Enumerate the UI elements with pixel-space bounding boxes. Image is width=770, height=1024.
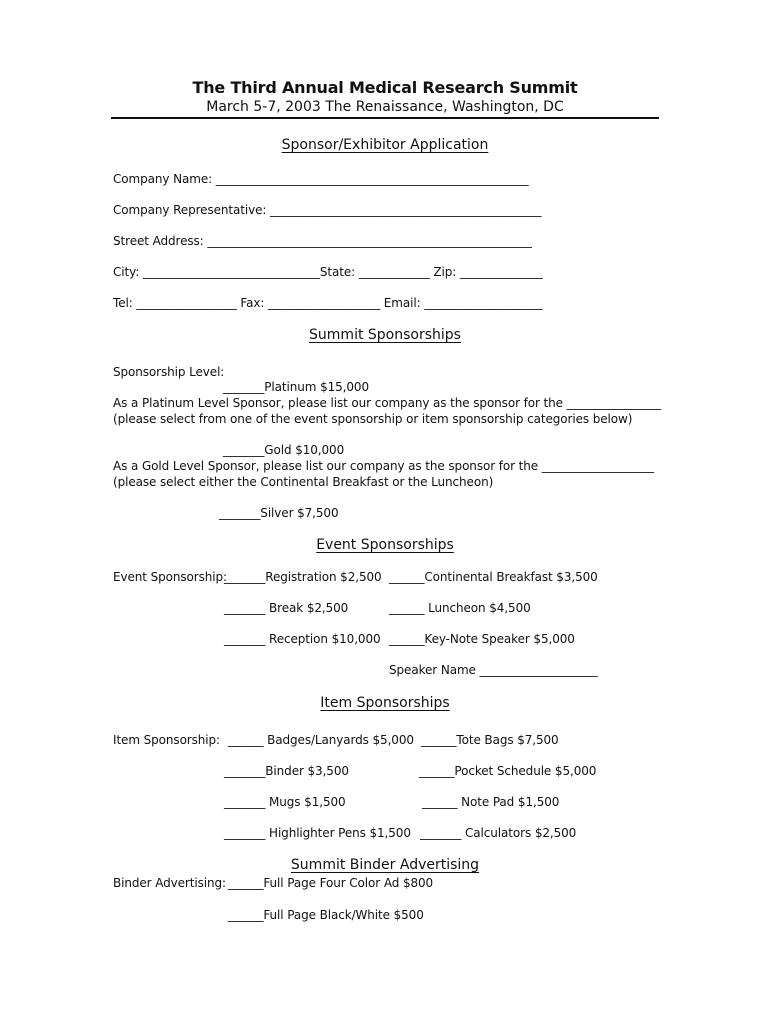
- gold-description[interactable]: As a Gold Level Sponsor, please list our company as the sponsor for the ___________________: [113, 459, 654, 473]
- break-option[interactable]: _______ Break $2,500: [224, 601, 349, 615]
- application-heading: Sponsor/Exhibitor Application: [281, 137, 489, 153]
- keynote-speaker-option[interactable]: ______Key-Note Speaker $5,000: [389, 632, 575, 646]
- gold-option[interactable]: _______Gold $10,000: [223, 443, 345, 457]
- tel-fax-email-fields[interactable]: Tel: _________________ Fax: ___________________ Email: ____________________: [113, 296, 543, 310]
- platinum-description[interactable]: As a Platinum Level Sponsor, please list our company as the sponsor for the ________________: [113, 396, 662, 410]
- highlighter-pens-option[interactable]: _______ Highlighter Pens $1,500: [224, 826, 411, 840]
- full-page-color-option[interactable]: ______Full Page Four Color Ad $800: [228, 876, 434, 890]
- pocket-schedule-option[interactable]: ______Pocket Schedule $5,000: [419, 764, 597, 778]
- calculators-option[interactable]: _______ Calculators $2,500: [420, 826, 577, 840]
- binder-advertising-heading: Summit Binder Advertising: [290, 857, 480, 873]
- street-address-field[interactable]: Street Address: _______________________________________________________: [113, 234, 532, 248]
- city-state-zip-fields[interactable]: City: ______________________________State: ____________ Zip: ______________: [113, 265, 543, 279]
- reception-option[interactable]: _______ Reception $10,000: [224, 632, 381, 646]
- item-sponsorships-heading: Item Sponsorships: [320, 695, 450, 711]
- platinum-option[interactable]: _______Platinum $15,000: [223, 380, 370, 394]
- badges-lanyards-option[interactable]: ______ Badges/Lanyards $5,000: [228, 733, 414, 747]
- header-divider: [111, 117, 659, 119]
- full-page-bw-option[interactable]: ______Full Page Black/White $500: [228, 908, 424, 922]
- summit-sponsorships-heading: Summit Sponsorships: [309, 327, 461, 343]
- luncheon-option[interactable]: ______ Luncheon $4,500: [389, 601, 531, 615]
- continental-breakfast-option[interactable]: ______Continental Breakfast $3,500: [389, 570, 598, 584]
- sponsorship-level-label: Sponsorship Level:: [113, 365, 225, 379]
- company-representative-field[interactable]: Company Representative: ______________________________________________: [113, 203, 542, 217]
- company-name-field[interactable]: Company Name: _____________________________________________________: [113, 172, 529, 186]
- event-sponsorship-label: Event Sponsorship:: [113, 570, 227, 584]
- binder-option[interactable]: _______Binder $3,500: [224, 764, 349, 778]
- tote-bags-option[interactable]: ______Tote Bags $7,500: [421, 733, 559, 747]
- event-sponsorships-heading: Event Sponsorships: [316, 537, 454, 553]
- item-sponsorship-label: Item Sponsorship:: [113, 733, 220, 747]
- page-title: The Third Annual Medical Research Summit: [192, 78, 578, 97]
- note-pad-option[interactable]: ______ Note Pad $1,500: [422, 795, 560, 809]
- platinum-note: (please select from one of the event sponsorship or item sponsorship categories below): [113, 412, 633, 426]
- mugs-option[interactable]: _______ Mugs $1,500: [224, 795, 346, 809]
- binder-advertising-label: Binder Advertising:: [113, 876, 226, 890]
- silver-option[interactable]: _______Silver $7,500: [219, 506, 339, 520]
- page-subtitle: March 5-7, 2003 The Renaissance, Washington, DC: [206, 99, 564, 115]
- speaker-name-field[interactable]: Speaker Name ____________________: [389, 663, 598, 677]
- gold-note: (please select either the Continental Breakfast or the Luncheon): [113, 475, 494, 489]
- registration-option[interactable]: _______Registration $2,500: [224, 570, 382, 584]
